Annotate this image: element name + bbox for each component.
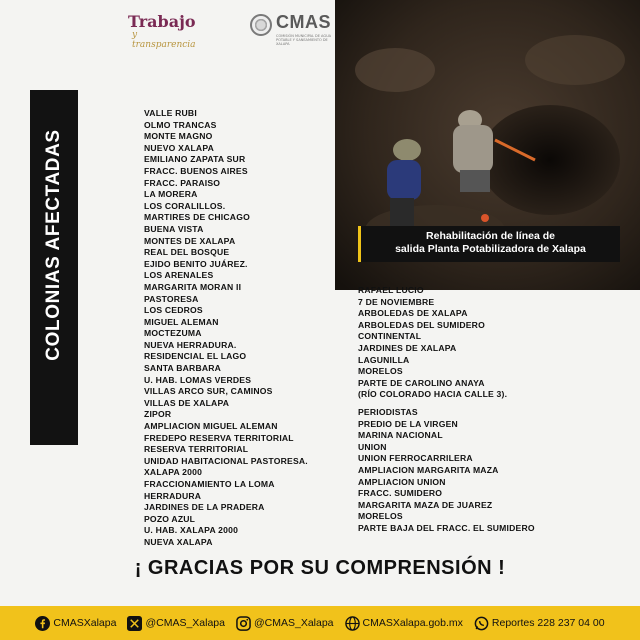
list-item: VILLAS ARCO SUR, CAMINOS [144, 386, 273, 397]
photo-caption-line-1: Rehabilitación de línea de [426, 230, 555, 242]
list-item: LOS CORALILLOS. [144, 200, 226, 211]
list-item: AMPLIACION UNION [358, 476, 446, 487]
list-item: FRACCIONAMIENTO LA LOMA [144, 479, 275, 489]
instagram-handle: @CMAS_Xalapa [253, 617, 334, 629]
list-item: UNIDAD HABITACIONAL PASTORESA. [144, 455, 308, 466]
list-item: MARTIRES DE CHICAGO [144, 212, 250, 223]
list-item: MORELOS [358, 366, 403, 377]
list-item: LOS ARENALES [144, 270, 214, 281]
list-item: XALAPA 2000 [144, 467, 203, 478]
facebook-link[interactable] [35, 616, 116, 631]
website-url: CMASXalapa.gob.mx [362, 617, 463, 629]
globe-icon [345, 616, 360, 631]
whatsapp-icon [474, 616, 489, 631]
list-item: NUEVO XALAPA [144, 142, 215, 153]
social-footer [0, 606, 640, 640]
list-item: RESERVA TERRITORIAL [144, 444, 249, 455]
list-item: MARINA NACIONAL [358, 430, 443, 441]
list-item: (RÍO COLORADO HACIA CALLE 3). [358, 389, 508, 400]
list-item: NUEVA XALAPA [144, 536, 213, 547]
list-item: MARGARITA MAZA DE JUAREZ [358, 499, 493, 510]
list-item: ZIPOR [144, 409, 172, 420]
list-item: UNION FERROCARRILERA [358, 453, 473, 464]
list-item: FRACC. BUENOS AIRES [144, 165, 248, 176]
list-item: LOS CEDROS [144, 305, 203, 316]
list-item: PASTORESA [144, 293, 199, 304]
instagram-link[interactable] [236, 616, 334, 631]
list-item: RAFAEL LUCIO [358, 285, 424, 295]
list-item: POZO AZUL [144, 513, 196, 524]
trabajo-logo [128, 12, 200, 50]
list-item: MONTE MAGNO [144, 131, 213, 142]
photo-caption-line-2: salida Planta Potabilizadora de Xalapa [395, 243, 586, 255]
list-item: U. HAB. XALAPA 2000 [144, 525, 239, 536]
list-item: AMPLIACION MARGARITA MAZA [358, 464, 499, 475]
list-item: AMPLIACION MIGUEL ALEMAN [144, 421, 278, 432]
whatsapp-link[interactable] [474, 616, 605, 631]
list-item: LA MORERA [144, 189, 198, 200]
list-item: U. HAB. LOMAS VERDES [144, 374, 252, 385]
whatsapp-reports: Reportes 228 237 04 00 [491, 617, 605, 629]
cmas-logo [250, 12, 336, 48]
list-item: MIGUEL ALEMAN [144, 316, 219, 327]
list-item: 7 DE NOVIEMBRE [358, 296, 435, 307]
instagram-icon [236, 616, 251, 631]
list-item: VALLE RUBI [144, 108, 197, 118]
list-item: REAL DEL BOSQUE [144, 247, 230, 258]
list-item: ARBOLEDAS DE XALAPA [358, 308, 468, 319]
list-item: PARTE BAJA DEL FRACC. EL SUMIDERO [358, 522, 535, 533]
facebook-handle: CMASXalapa [53, 617, 117, 629]
list-item: FREDEPO RESERVA TERRITORIAL [144, 432, 294, 443]
list-item: PREDIO DE LA VIRGEN [358, 418, 458, 429]
list-item: UNION [358, 441, 387, 452]
banner-title: COLONIAS AFECTADAS [43, 129, 64, 361]
list-item: LAGUNILLA [358, 354, 410, 365]
list-item: NUEVA HERRADURA. [144, 339, 237, 350]
list-item: FRACC. PARAISO [144, 177, 221, 188]
cmas-logo-title: CMAS [276, 12, 331, 32]
list-item: SANTA BARBARA [144, 363, 222, 374]
list-item: EJIDO BENITO JUÁREZ. [144, 258, 248, 269]
facebook-icon [35, 616, 50, 631]
trabajo-logo-title: Trabajo [128, 12, 196, 31]
list-item: MORELOS [358, 511, 403, 522]
x-handle: @CMAS_Xalapa [145, 617, 225, 629]
list-item: MONTES DE XALAPA [144, 235, 236, 246]
list-item: VILLAS DE XALAPA [144, 397, 230, 408]
neighborhood-list-right-top [358, 285, 507, 401]
list-item: ARBOLEDAS DEL SUMIDERO [358, 319, 485, 330]
list-item: JARDINES DE LA PRADERA [144, 502, 265, 513]
list-item: PARTE DE CAROLINO ANAYA [358, 377, 485, 388]
x-icon [127, 616, 142, 631]
trabajo-logo-subtitle: y transparencia [132, 30, 196, 50]
list-item: JARDINES DE XALAPA [358, 342, 457, 353]
list-item: PERIODISTAS [358, 407, 418, 417]
photo-caption [358, 226, 620, 262]
neighborhood-list-left [144, 108, 308, 549]
neighborhood-list-right-bottom [358, 407, 535, 535]
list-item: HERRADURA [144, 490, 202, 501]
list-item: CONTINENTAL [358, 331, 422, 342]
x-link[interactable] [127, 616, 225, 631]
list-item: MOCTEZUMA [144, 328, 202, 339]
cmas-logo-subtitle: COMISIÓN MUNICIPAL DE AGUA POTABLE Y SANEAMIENTO DE XALAPA [276, 34, 332, 46]
cmas-seal-icon [250, 14, 272, 36]
list-item: EMILIANO ZAPATA SUR [144, 154, 246, 165]
list-item: FRACC. SUMIDERO [358, 488, 443, 499]
list-item: OLMO TRANCAS [144, 119, 217, 130]
list-item: RESIDENCIAL EL LAGO [144, 351, 247, 362]
list-item: BUENA VISTA [144, 223, 204, 234]
website-link[interactable] [345, 616, 463, 631]
thanks-message: ¡ GRACIAS POR SU COMPRENSIÓN ! [134, 557, 506, 579]
list-item: MARGARITA MORAN II [144, 281, 242, 292]
